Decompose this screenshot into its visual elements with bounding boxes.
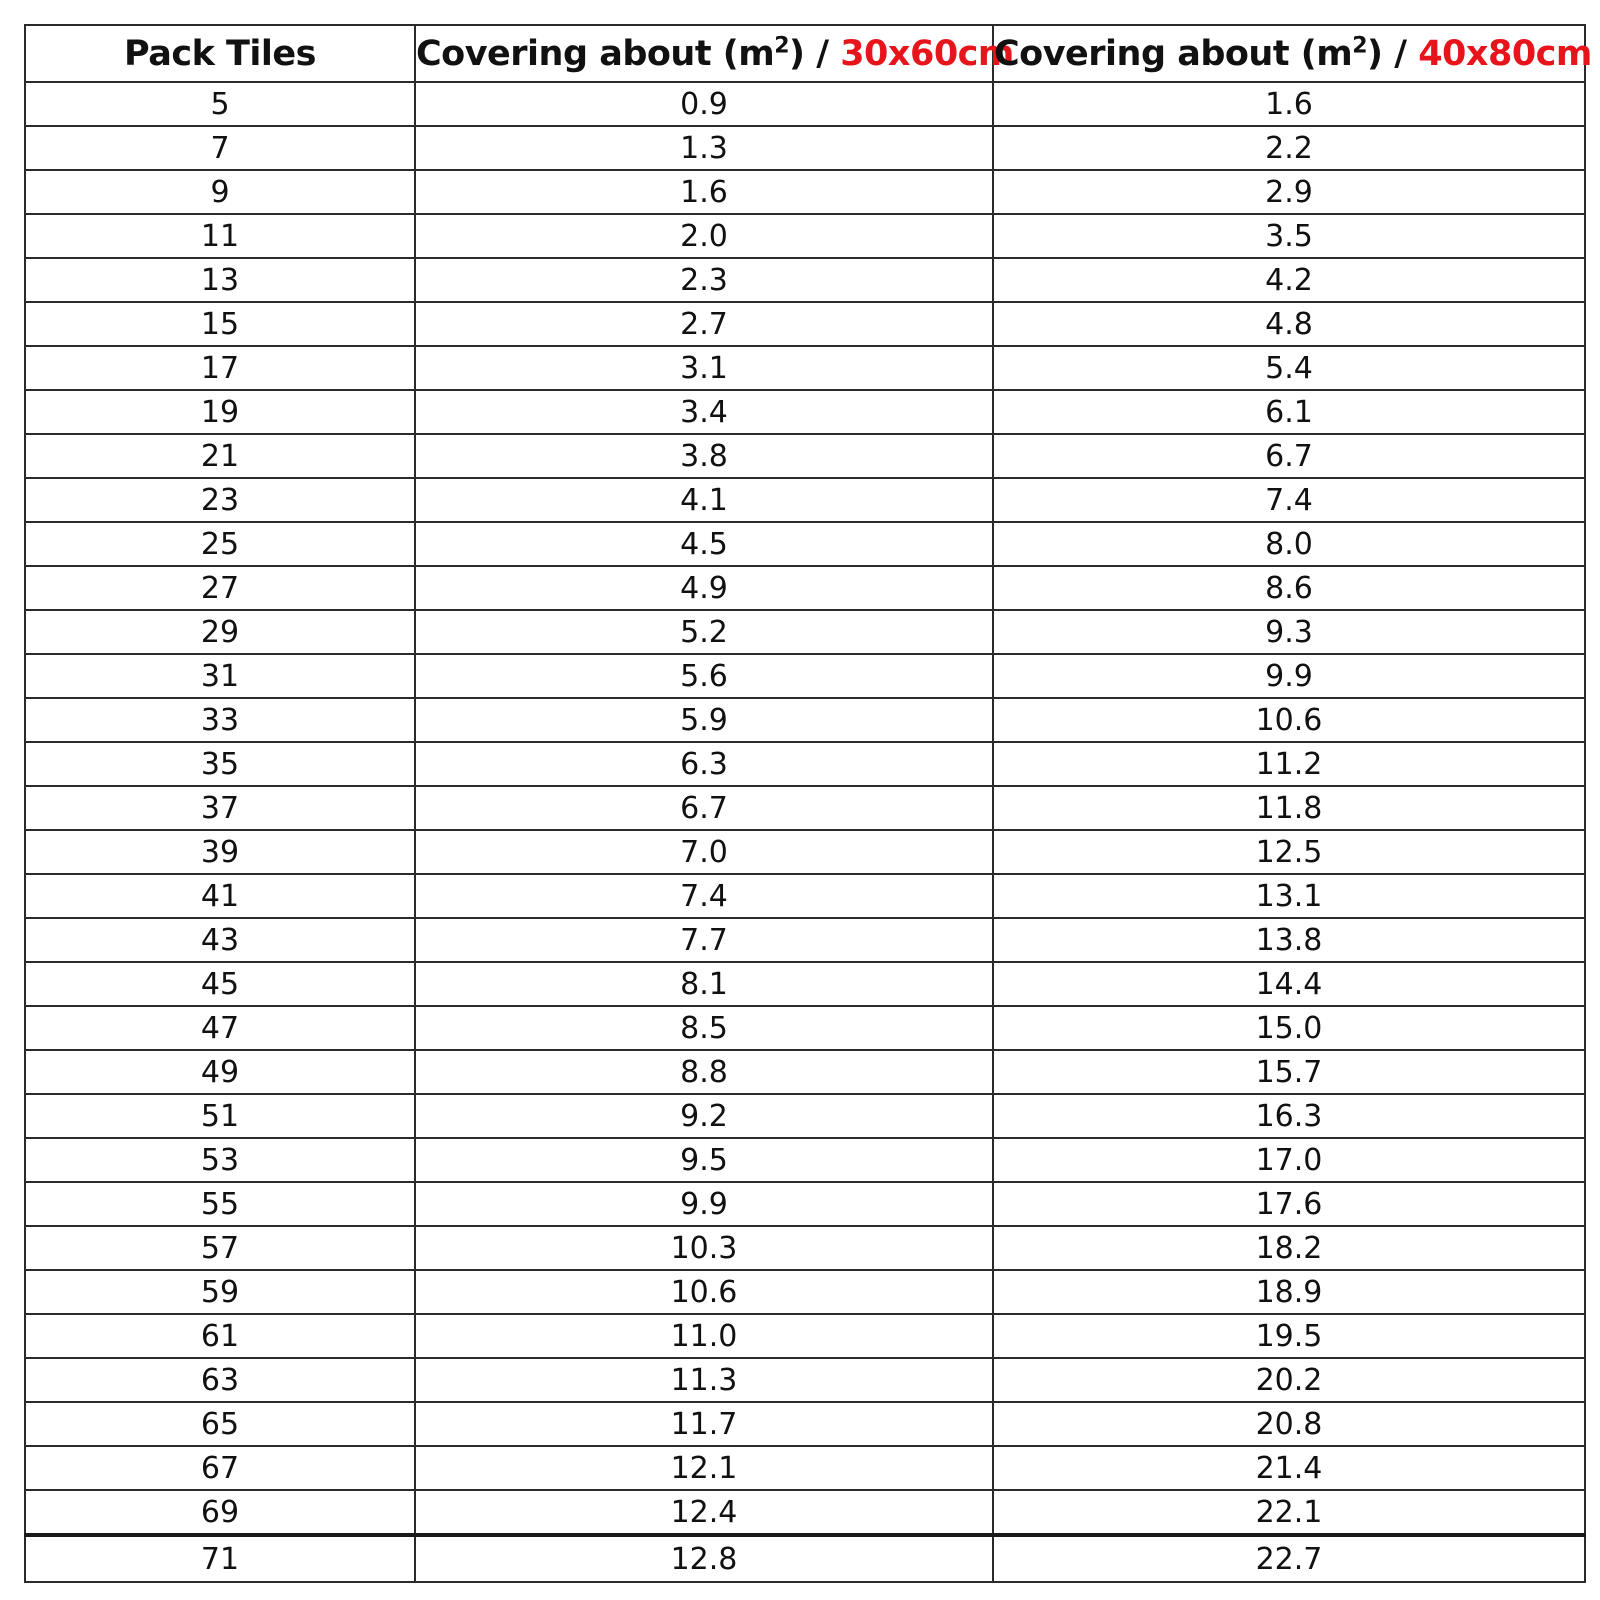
table-row xyxy=(25,874,1585,918)
cell-covering-40x80: 15.7 xyxy=(993,1050,1585,1094)
table-row xyxy=(25,1182,1585,1226)
table-row xyxy=(25,390,1585,434)
cell-covering-40x80: 1.6 xyxy=(993,82,1585,126)
table-row xyxy=(25,302,1585,346)
cell-covering-30x60: 11.7 xyxy=(415,1402,993,1446)
header-pack-tiles-text: Pack Tiles xyxy=(124,33,316,74)
cell-pack-tiles: 11 xyxy=(25,214,415,258)
header-size-40x80: 40x80cm xyxy=(1418,33,1592,74)
tile-coverage-table xyxy=(24,24,1592,1583)
table-row xyxy=(25,1094,1585,1138)
cell-pack-tiles: 35 xyxy=(25,742,415,786)
cell-covering-30x60: 7.4 xyxy=(415,874,993,918)
table-row xyxy=(25,962,1585,1006)
table-row xyxy=(25,1446,1585,1490)
cell-pack-tiles: 45 xyxy=(25,962,415,1006)
table-row xyxy=(25,258,1585,302)
cell-covering-30x60: 2.3 xyxy=(415,258,993,302)
cell-covering-30x60: 0.9 xyxy=(415,82,993,126)
cell-covering-30x60: 3.1 xyxy=(415,346,993,390)
cell-pack-tiles: 15 xyxy=(25,302,415,346)
table-row xyxy=(25,126,1585,170)
cell-covering-40x80: 18.2 xyxy=(993,1226,1585,1270)
cell-covering-30x60: 12.1 xyxy=(415,1446,993,1490)
cell-covering-40x80: 15.0 xyxy=(993,1006,1585,1050)
cell-covering-40x80: 22.7 xyxy=(993,1535,1585,1582)
cell-covering-40x80: 8.0 xyxy=(993,522,1585,566)
cell-covering-30x60: 1.3 xyxy=(415,126,993,170)
cell-pack-tiles: 49 xyxy=(25,1050,415,1094)
cell-covering-40x80: 2.9 xyxy=(993,170,1585,214)
cell-pack-tiles: 31 xyxy=(25,654,415,698)
cell-pack-tiles: 57 xyxy=(25,1226,415,1270)
header-pack-tiles xyxy=(25,25,415,82)
cell-pack-tiles: 67 xyxy=(25,1446,415,1490)
cell-covering-30x60: 12.4 xyxy=(415,1490,993,1535)
cell-covering-30x60: 10.3 xyxy=(415,1226,993,1270)
cell-covering-40x80: 14.4 xyxy=(993,962,1585,1006)
cell-pack-tiles: 25 xyxy=(25,522,415,566)
table-row xyxy=(25,566,1585,610)
cell-covering-30x60: 3.8 xyxy=(415,434,993,478)
cell-covering-30x60: 4.5 xyxy=(415,522,993,566)
cell-covering-30x60: 5.6 xyxy=(415,654,993,698)
cell-covering-40x80: 13.1 xyxy=(993,874,1585,918)
table-row xyxy=(25,1050,1585,1094)
header-size-30x60: 30x60cm xyxy=(840,33,1014,74)
table-row xyxy=(25,918,1585,962)
cell-covering-30x60: 8.5 xyxy=(415,1006,993,1050)
cell-covering-40x80: 11.8 xyxy=(993,786,1585,830)
header-covering-text: Covering about (m xyxy=(994,33,1353,74)
cell-covering-40x80: 18.9 xyxy=(993,1270,1585,1314)
cell-pack-tiles: 23 xyxy=(25,478,415,522)
table-row xyxy=(25,1270,1585,1314)
cell-pack-tiles: 21 xyxy=(25,434,415,478)
table-row xyxy=(25,478,1585,522)
cell-covering-30x60: 12.8 xyxy=(415,1535,993,1582)
cell-covering-40x80: 3.5 xyxy=(993,214,1585,258)
cell-covering-30x60: 2.7 xyxy=(415,302,993,346)
table-row xyxy=(25,1490,1585,1535)
table-row xyxy=(25,698,1585,742)
cell-pack-tiles: 53 xyxy=(25,1138,415,1182)
table-row xyxy=(25,214,1585,258)
cell-pack-tiles: 9 xyxy=(25,170,415,214)
cell-covering-40x80: 4.8 xyxy=(993,302,1585,346)
cell-covering-30x60: 11.0 xyxy=(415,1314,993,1358)
cell-covering-40x80: 9.9 xyxy=(993,654,1585,698)
cell-covering-30x60: 2.0 xyxy=(415,214,993,258)
table-row xyxy=(25,786,1585,830)
cell-pack-tiles: 63 xyxy=(25,1358,415,1402)
header-unit-superscript: 2 xyxy=(1352,32,1368,58)
cell-covering-40x80: 17.0 xyxy=(993,1138,1585,1182)
cell-pack-tiles: 47 xyxy=(25,1006,415,1050)
cell-covering-40x80: 11.2 xyxy=(993,742,1585,786)
cell-covering-40x80: 6.7 xyxy=(993,434,1585,478)
cell-covering-40x80: 21.4 xyxy=(993,1446,1585,1490)
cell-pack-tiles: 13 xyxy=(25,258,415,302)
cell-pack-tiles: 51 xyxy=(25,1094,415,1138)
cell-covering-30x60: 9.5 xyxy=(415,1138,993,1182)
cell-pack-tiles: 37 xyxy=(25,786,415,830)
cell-covering-40x80: 20.2 xyxy=(993,1358,1585,1402)
cell-covering-30x60: 7.7 xyxy=(415,918,993,962)
header-separator: ) / xyxy=(789,33,841,74)
table-row xyxy=(25,170,1585,214)
cell-pack-tiles: 27 xyxy=(25,566,415,610)
cell-pack-tiles: 41 xyxy=(25,874,415,918)
table-row xyxy=(25,830,1585,874)
header-covering-40x80 xyxy=(993,25,1592,82)
cell-covering-40x80: 10.6 xyxy=(993,698,1585,742)
cell-pack-tiles: 55 xyxy=(25,1182,415,1226)
cell-covering-30x60: 8.1 xyxy=(415,962,993,1006)
cell-covering-40x80: 16.3 xyxy=(993,1094,1585,1138)
cell-covering-30x60: 4.9 xyxy=(415,566,993,610)
cell-covering-40x80: 4.2 xyxy=(993,258,1585,302)
cell-pack-tiles: 69 xyxy=(25,1490,415,1535)
header-row xyxy=(25,25,1585,82)
table-row xyxy=(25,1358,1585,1402)
table-body xyxy=(25,82,1585,1582)
cell-covering-40x80: 17.6 xyxy=(993,1182,1585,1226)
table-row xyxy=(25,346,1585,390)
cell-pack-tiles: 5 xyxy=(25,82,415,126)
table-row xyxy=(25,610,1585,654)
cell-covering-40x80: 6.1 xyxy=(993,390,1585,434)
cell-covering-30x60: 1.6 xyxy=(415,170,993,214)
cell-covering-30x60: 11.3 xyxy=(415,1358,993,1402)
cell-pack-tiles: 65 xyxy=(25,1402,415,1446)
cell-covering-40x80: 20.8 xyxy=(993,1402,1585,1446)
cell-covering-40x80: 8.6 xyxy=(993,566,1585,610)
table-row xyxy=(25,1138,1585,1182)
cell-pack-tiles: 29 xyxy=(25,610,415,654)
cell-covering-30x60: 6.3 xyxy=(415,742,993,786)
table-row xyxy=(25,1226,1585,1270)
cell-covering-30x60: 6.7 xyxy=(415,786,993,830)
cell-covering-40x80: 13.8 xyxy=(993,918,1585,962)
header-covering-30x60 xyxy=(415,25,1014,82)
table-row xyxy=(25,1402,1585,1446)
cell-covering-40x80: 22.1 xyxy=(993,1490,1585,1535)
cell-pack-tiles: 19 xyxy=(25,390,415,434)
cell-covering-30x60: 5.9 xyxy=(415,698,993,742)
cell-pack-tiles: 61 xyxy=(25,1314,415,1358)
cell-pack-tiles: 71 xyxy=(25,1535,415,1582)
cell-covering-40x80: 12.5 xyxy=(993,830,1585,874)
cell-covering-40x80: 9.3 xyxy=(993,610,1585,654)
cell-covering-40x80: 5.4 xyxy=(993,346,1585,390)
cell-covering-30x60: 9.9 xyxy=(415,1182,993,1226)
cell-covering-30x60: 10.6 xyxy=(415,1270,993,1314)
header-separator: ) / xyxy=(1367,33,1419,74)
cell-pack-tiles: 17 xyxy=(25,346,415,390)
cell-covering-30x60: 8.8 xyxy=(415,1050,993,1094)
table-row xyxy=(25,522,1585,566)
cell-pack-tiles: 59 xyxy=(25,1270,415,1314)
cell-covering-40x80: 7.4 xyxy=(993,478,1585,522)
cell-covering-30x60: 7.0 xyxy=(415,830,993,874)
table-row xyxy=(25,1535,1585,1582)
table-row xyxy=(25,82,1585,126)
table-row xyxy=(25,742,1585,786)
cell-pack-tiles: 43 xyxy=(25,918,415,962)
cell-pack-tiles: 39 xyxy=(25,830,415,874)
cell-covering-30x60: 4.1 xyxy=(415,478,993,522)
cell-covering-30x60: 3.4 xyxy=(415,390,993,434)
cell-pack-tiles: 33 xyxy=(25,698,415,742)
table-row xyxy=(25,434,1585,478)
table-row xyxy=(25,1006,1585,1050)
cell-pack-tiles: 7 xyxy=(25,126,415,170)
header-covering-text: Covering about (m xyxy=(416,33,775,74)
header-unit-superscript: 2 xyxy=(774,32,790,58)
cell-covering-30x60: 5.2 xyxy=(415,610,993,654)
cell-covering-30x60: 9.2 xyxy=(415,1094,993,1138)
coverage-table-container xyxy=(24,24,1592,1583)
cell-covering-40x80: 19.5 xyxy=(993,1314,1585,1358)
cell-covering-40x80: 2.2 xyxy=(993,126,1585,170)
table-row xyxy=(25,1314,1585,1358)
table-row xyxy=(25,654,1585,698)
